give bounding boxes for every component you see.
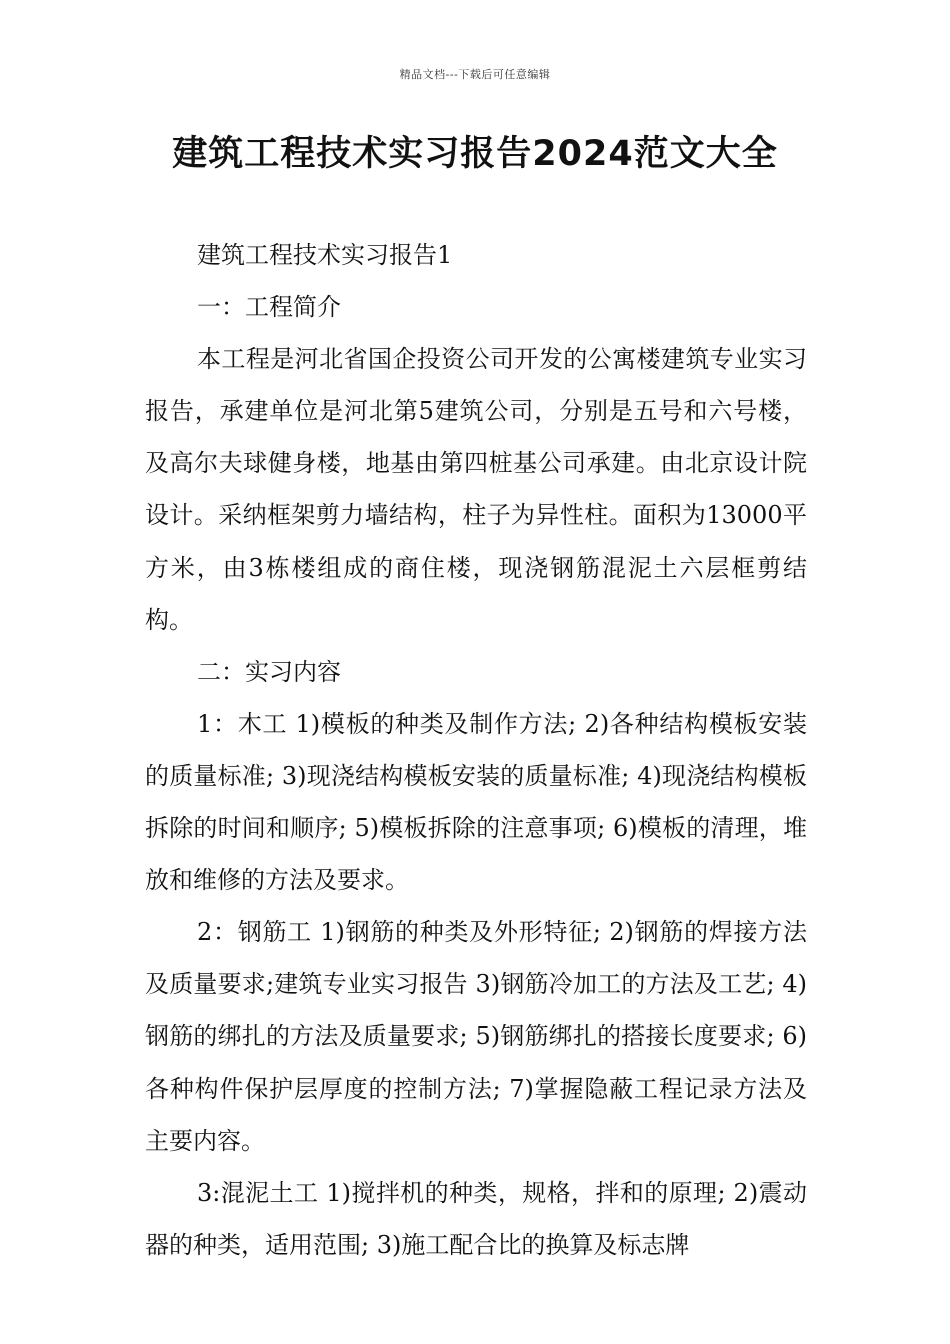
paragraph-rebar-work: 2：钢筋工 1)钢筋的种类及外形特征; 2)钢筋的焊接方法及质量要求;建筑专业实习报告 3)钢筋冷加工的方法及工艺; 4)钢筋的绑扎的方法及质量要求; 5)钢筋绑扎的搭接长度要求; 6)各种构件保护层厚度的控制方法; 7)掌握隐蔽工程记录方法及主要内容。: [145, 918, 807, 1155]
paragraph-project-intro: 本工程是河北省国企投资公司开发的公寓楼建筑专业实习报告，承建单位是河北第5建筑公司，分别是五号和六号楼，及高尔夫球健身楼，地基由第四桩基公司承建。由北京设计院设计。采纳框架剪力墙结构，柱子为异性柱。面积为13000平方米，由3栋楼组成的商住楼，现浇钢筋混泥土六层框剪结构。: [145, 345, 807, 634]
section-heading-report: 建筑工程技术实习报告1: [197, 241, 453, 269]
document-title: 建筑工程技术实习报告2024范文大全: [172, 134, 778, 174]
header-note: 精品文档---下载后可任意编辑: [399, 68, 551, 81]
section-heading-project-intro: 一：工程简介: [197, 293, 341, 322]
paragraph-carpentry: 1：木工 1)模板的种类及制作方法; 2)各种结构模板安装的质量标准; 3)现浇结构模板安装的质量标准; 4)现浇结构模板拆除的时间和顺序; 5)模板拆除的注意事项; 6)模板的清理，堆放和维修的方法及要求。: [145, 709, 807, 895]
document-body: [145, 229, 807, 1271]
section-heading-internship-content: 二：实习内容: [197, 657, 341, 686]
paragraph-concrete-work: 3:混泥土工 1)搅拌机的种类，规格，拌和的原理; 2)震动器的种类，适用范围; 3)施工配合比的换算及标志牌: [145, 1178, 807, 1259]
